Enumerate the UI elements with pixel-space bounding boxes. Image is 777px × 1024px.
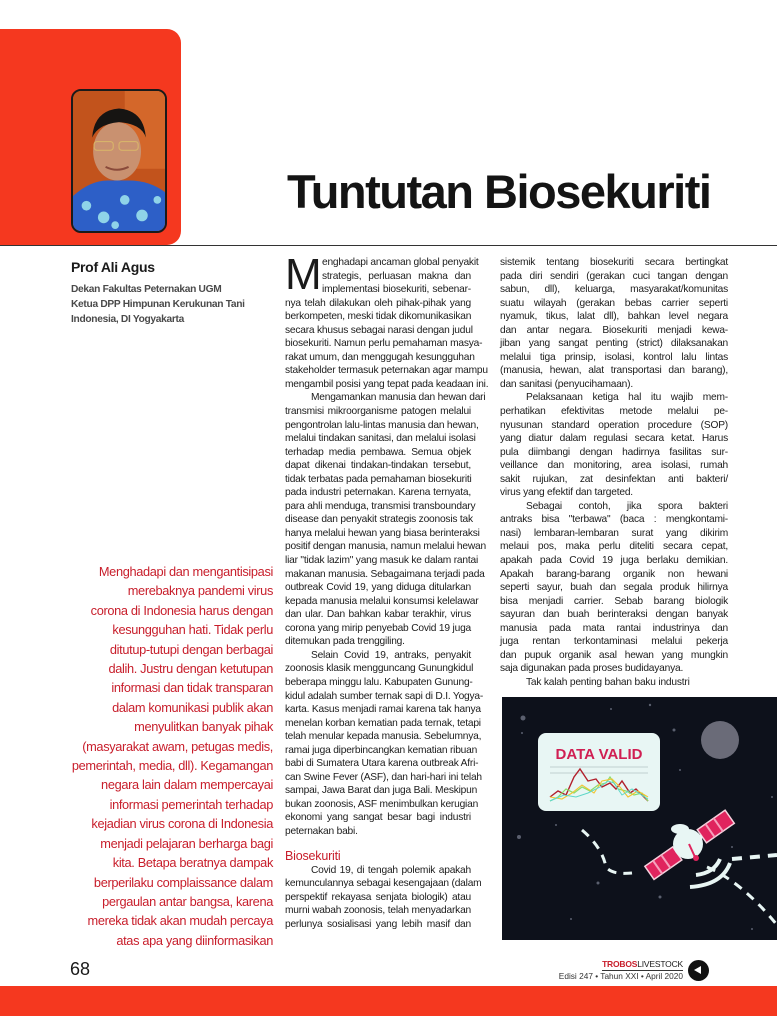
text-line: pengontrolan lalu-lintas manusia dan hewan,: [285, 419, 479, 431]
previous-page-icon[interactable]: [688, 960, 709, 981]
paragraph: [500, 500, 728, 676]
footer-red-bar: [0, 986, 777, 1016]
pull-quote-line: informasi pemerintah terhadap: [109, 796, 273, 812]
data-valid-label: DATA VALID: [555, 746, 643, 763]
text-line: liar "tidak lazim" yang masuk ke dalam rantai: [285, 555, 479, 567]
pull-quote-line: menjadi pelajaran berharga bagi: [100, 835, 273, 851]
pull-quote-line: menyulitkan banyak pihak: [134, 719, 273, 735]
pull-quote-line: dalih. Justru dengan ketutupan: [108, 661, 273, 677]
text-line: dan antar negara. Biosekuriti menjadi kewa-: [500, 324, 728, 336]
text-line: veillance dan monitoring, area isolasi, rumah: [500, 460, 728, 472]
text-line: antraks bisa "terbawa" (baca : mengkontami-: [500, 514, 728, 526]
text-line: melaui pos, maka perlu diteliti secara cepat,: [500, 541, 728, 553]
edition-info: Edisi 247 • Tahun XXI • April 2020: [558, 971, 683, 981]
text-line: nyusunan standard operation procedure (SOP): [500, 419, 728, 431]
pull-quote: [68, 562, 273, 950]
pull-quote-line: dalam komunikasi publik akan: [112, 699, 273, 715]
pull-quote-line: (masyarakat awam, petugas medis,: [82, 738, 273, 754]
text-line: menelan korban kematian pada ternak, tetapi: [285, 717, 481, 729]
magazine-footer: [559, 959, 683, 982]
text-line: seperti sayur, buah dan segala produk hilirnya: [500, 582, 728, 594]
text-line: Sebagai contoh, jika spora bakteri: [526, 500, 728, 512]
text-line: melalui tindakan sanitasi, dan melalui isolasi: [285, 433, 476, 445]
pull-quote-line: kesungguhan hati. Tidak perlu: [112, 622, 273, 638]
text-line: kemunculannya sebagai kesengajaan (dalam: [285, 878, 482, 890]
text-line: sakit rujukan, zat desinfektan anti bakteri/: [500, 473, 728, 485]
text-line: can Swine Fever (ASF), dan hari-hari ini telah: [285, 771, 482, 783]
text-line: positif dengan manusia, namun melalui hewan: [285, 541, 486, 553]
pull-quote-line: Menghadapi dan mengantisipasi: [98, 564, 273, 579]
text-line: pula diimbangi dengan hadirnya fasilitas sur-: [500, 446, 728, 458]
paragraph: [285, 864, 482, 932]
text-line: para ahli menduga, transmisi transboundary: [285, 500, 476, 512]
text-line: transmisi mikroorganisme patogen melalui: [285, 406, 471, 418]
text-line: melalui tiga prinsip, isolasi, kontrol lalu lintas: [500, 351, 728, 363]
text-line: manusia pada mata rantai industrinya dan: [500, 622, 728, 634]
text-line: Pelaksanaan ketiga hal itu wajib mem-: [526, 392, 728, 404]
text-line: Mengamankan manusia dan hewan dari: [311, 392, 486, 404]
text-line: virus yang efektif dan targeted.: [500, 487, 633, 499]
pull-quote-line: berperilaku complaissance dalam: [93, 874, 273, 890]
author-name: Prof Ali Agus: [71, 259, 155, 275]
text-line: enghadapi ancaman global penyakit: [322, 257, 479, 268]
article-column-2: [500, 256, 728, 690]
text-line: ekonomi yang sangat besar bagi industri: [285, 812, 471, 824]
pull-quote-line: pemerintah, media, dll). Kegamangan: [71, 758, 273, 774]
text-line: nya telah dilakukan oleh pihak-pihak yang: [285, 297, 471, 309]
text-line: kepada manusia melalui konsumsi kelelawar: [285, 595, 479, 607]
text-line: disease dan penyakit strategis zoonosis tak: [285, 514, 473, 526]
pull-quote-line: pergaulan antar bangsa, karena: [102, 893, 273, 909]
paragraph: [500, 391, 728, 499]
text-line: Selain Covid 19, antraks, penyakit: [311, 649, 471, 661]
text-line: perlunya sosialisasi yang lebih masif dan: [285, 918, 471, 930]
subheading-biosekuriti: Biosekuriti: [285, 848, 341, 863]
text-line: secara khusus sebagai narasi dengan judul: [285, 324, 473, 336]
text-line: nasi) lembaran-lembaran surat yang dikirim: [500, 527, 728, 539]
pull-quote-line: mereka tidak akan mudah percaya: [87, 913, 273, 929]
text-line: dapat dikenai tindakan-tindakan tersebut,: [285, 460, 471, 472]
satellite-illustration: [502, 697, 777, 940]
text-line: bukan zoonosis, ASF menimbulkan kerugian: [285, 798, 479, 810]
text-line: terhadap media pembawa. Semua objek: [285, 446, 471, 458]
text-line: corona yang mirip penyebab Covid 19 juga: [285, 622, 471, 634]
text-line: Apakah barang-barang organik non hewani: [500, 568, 728, 580]
paragraph: [285, 391, 486, 648]
text-line: babi di Sumatera Utara karena outbreak Afri-: [285, 758, 479, 770]
brand-livestock: LIVESTOCK: [637, 959, 683, 969]
paragraph: [285, 297, 489, 392]
pull-quote-line: negara lain dalam mempercayai: [101, 777, 273, 793]
author-portrait-icon: [73, 91, 165, 231]
author-role-line: Ketua DPP Himpunan Kerukunan Tani: [71, 299, 245, 310]
text-line: Tak kalah penting bahan baku industri: [526, 676, 690, 688]
pull-quote-line: ditutup-tutupi dengan berbagai: [109, 641, 273, 657]
text-line: murni wabah zoonosis, telah menyadarkan: [285, 905, 471, 917]
text-line: berkompeten, meski tidak dikomunikasikan: [285, 311, 472, 323]
text-line: ramai juga diperbincangkan kematian ribuan: [285, 744, 478, 756]
author-photo: [71, 89, 167, 233]
paragraph: [285, 649, 484, 839]
text-line: strategis, perluasan makna dan: [322, 270, 471, 282]
text-line: biosekuriti. Namun perlu pemahaman masya-: [285, 338, 483, 350]
text-line: (manusia, hewan, alat transportasi dan barang),: [500, 365, 728, 377]
opening-paragraph: [285, 250, 479, 299]
paragraph: [500, 256, 728, 391]
text-line: peternakan babi.: [285, 825, 358, 837]
text-line: Covid 19, di tengah polemik apakah: [311, 864, 471, 876]
author-roles: [71, 282, 245, 327]
text-line: jiban yang sangat penting (strict) dilaksanakan: [500, 338, 728, 350]
pull-quote-line: informasi dan tidak transparan: [111, 680, 273, 696]
text-line: kidul adalah sumber ternak sapi di D.I. Yogya-: [285, 690, 484, 702]
text-line: dan pupuk organik asal hewan yang mungkin: [500, 649, 728, 661]
text-line: makanan manusia. Sebagaimana terjadi pada: [285, 568, 485, 580]
author-role-line: Indonesia, DI Yogyakarta: [71, 314, 185, 325]
pull-quote-line: kejadian virus corona di Indonesia: [91, 816, 273, 832]
text-line: juga rentan terkontaminasi melalui pekerja: [500, 636, 728, 648]
text-line: sabun, dll), keluarga, masyarakat/komunitas: [500, 284, 728, 296]
text-line: perspektif rekayasa senjata biologik) atau: [285, 891, 471, 903]
text-line: stakeholder termasuk peternakan agar mampu: [285, 365, 488, 377]
text-line: perhatikan efektivitas metode melalui pe-: [500, 406, 728, 418]
text-line: dan sanitasi (penyucihamaan).: [500, 378, 633, 390]
pull-quote-line: kita. Betapa beratnya dampak: [112, 855, 273, 871]
text-line: suatu wilayah (gerakan bebas carrier seperti: [500, 297, 728, 309]
text-line: yang diatur dalam regulasi secara ketat. Harus: [500, 433, 728, 445]
text-line: tidak terbatas pada pemahaman biosekuriti: [285, 473, 472, 485]
satellite-data-illustration-icon: [502, 697, 777, 940]
text-line: dan ular. Dan bahkan kabar terakhir, virus: [285, 609, 471, 621]
page-number: 68: [70, 959, 91, 979]
text-line: apakah pada Covid 19 juga berlaku demikian.: [500, 555, 728, 567]
article-column-1: [285, 250, 489, 931]
pull-quote-line: merebaknya pandemi virus: [127, 583, 273, 599]
pull-quote-line: atas apa yang diinformasikan: [116, 932, 273, 948]
pull-quote-line: corona di Indonesia harus dengan: [90, 602, 273, 618]
text-line: implementasi biosekuriti, sebenar-: [322, 284, 471, 296]
text-line: beberapa minggu lalu. Kabupaten Gunung-: [285, 676, 473, 688]
drop-cap: M: [285, 250, 322, 299]
text-line: saja digunakan pada proses budidayanya.: [500, 663, 684, 675]
paragraph: [500, 676, 728, 690]
text-line: pada diri sendiri (gerakan cuci tangan dengan: [500, 270, 728, 282]
data-valid-card: [538, 733, 660, 811]
text-line: hanya melalui hewan yang biasa berinteraksi: [285, 527, 480, 539]
text-line: nyamuk, tikus, lalat dll), bahkan level negara: [500, 311, 728, 323]
magazine-brand: [602, 959, 683, 971]
text-line: sistemik tentang biosekuriti secara bertingkat: [500, 257, 728, 268]
article-title: Tuntutan Biosekuriti: [287, 165, 711, 218]
text-line: sayuran dan buah berinteraksi dengan banyak: [500, 609, 728, 621]
text-line: zoonosis klasik mengguncang Gunungkidul: [285, 663, 474, 675]
text-line: outbreak Covid 19, yang diduga ditularkan: [285, 582, 471, 594]
text-line: pada industri peternakan. Karena ternyata,: [285, 487, 471, 499]
text-line: telah menular kepada manusia. Sebelumnya,: [285, 731, 482, 743]
brand-trobos: TROBOS: [602, 959, 638, 969]
moon-icon: [701, 721, 739, 759]
text-line: karta. Kasus menjadi ramai karena tak hanya: [285, 704, 481, 716]
text-line: ditemukan pada trenggiling.: [285, 636, 405, 648]
text-line: mengambil posisi yang tepat pada keadaan ini.: [285, 378, 489, 390]
text-line: sampai, Jawa Barat dan juga Bali. Meskipun: [285, 785, 478, 797]
author-role-line: Dekan Fakultas Peternakan UGM: [71, 284, 222, 295]
header-divider: [0, 245, 777, 246]
text-line: rakat umum, dan menggugah kesungguhan: [285, 351, 475, 363]
text-line: bisa menjadi carrier. Sebab barang biologik: [500, 595, 728, 607]
